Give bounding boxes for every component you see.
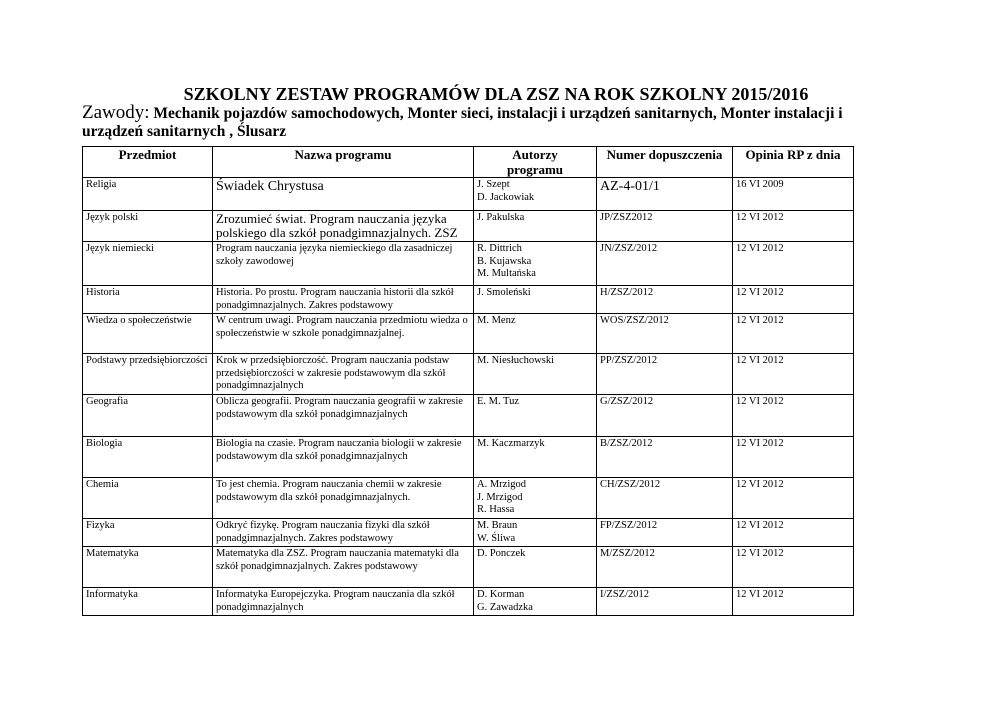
cell-opinion: 12 VI 2012 [733,519,854,547]
cell-program: Świadek Chrystusa [213,178,474,211]
table-row [83,519,854,547]
table-header-row [83,147,854,178]
cell-opinion: 12 VI 2012 [733,286,854,314]
cell-program: Informatyka Europejczyka. Program nauczania dla szkół ponadgimnazjalnych [213,588,474,616]
cell-program: Program nauczania języka niemieckiego dla zasadniczej szkoły zawodowej [213,242,474,286]
table-row [83,314,854,354]
cell-authors: M. Kaczmarzyk [474,437,597,478]
cell-authors: M. Menz [474,314,597,354]
cell-opinion: 12 VI 2012 [733,437,854,478]
cell-program: Zrozumieć świat. Program nauczania języka polskiego dla szkół ponadgimnazjalnych. ZSZ [213,211,474,242]
table-row [83,242,854,286]
cell-opinion: 12 VI 2012 [733,478,854,519]
cell-authors: J. Szept D. Jackowiak [474,178,597,211]
header-subject: Przedmiot [83,147,213,178]
cell-number: CH/ZSZ/2012 [597,478,733,519]
cell-program: W centrum uwagi. Program nauczania przedmiotu wiedza o społeczeństwie w szkole ponadgimnazjalnej. [213,314,474,354]
cell-subject: Biologia [83,437,213,478]
cell-opinion: 12 VI 2012 [733,242,854,286]
cell-subject: Historia [83,286,213,314]
cell-subject: Geografia [83,395,213,437]
header-number: Numer dopuszczenia [597,147,733,178]
table-row [83,547,854,588]
document-title: SZKOLNY ZESTAW PROGRAMÓW DLA ZSZ NA ROK SZKOLNY 2015/2016 [183,84,809,104]
cell-opinion: 12 VI 2012 [733,314,854,354]
table-row [83,478,854,519]
cell-number: WOS/ZSZ/2012 [597,314,733,354]
cell-number: PP/ZSZ/2012 [597,354,733,395]
cell-authors: D. Korman G. Zawadzka [474,588,597,616]
cell-number: AZ-4-01/1 [597,178,733,211]
cell-program: Historia. Po prostu. Program nauczania historii dla szkół ponadgimnazjalnych. Zakres podstawowy [213,286,474,314]
cell-opinion: 16 VI 2009 [733,178,854,211]
cell-number: JN/ZSZ/2012 [597,242,733,286]
header-opinion: Opinia RP z dnia [733,147,854,178]
cell-subject: Informatyka [83,588,213,616]
cell-authors: E. M. Tuz [474,395,597,437]
table-row [83,178,854,211]
cell-program: Odkryć fizykę. Program nauczania fizyki dla szkół ponadgimnazjalnych. Zakres podstawowy [213,519,474,547]
cell-opinion: 12 VI 2012 [733,395,854,437]
cell-subject: Matematyka [83,547,213,588]
cell-opinion: 12 VI 2012 [733,354,854,395]
cell-authors: M. Braun W. Śliwa [474,519,597,547]
cell-program: Krok w przedsiębiorczość. Program nauczania podstaw przedsiębiorczości w zakresie podstawowym dla szkół ponadgimnazjalnych [213,354,474,395]
cell-subject: Język niemiecki [83,242,213,286]
cell-number: G/ZSZ/2012 [597,395,733,437]
cell-authors: R. Dittrich B. Kujawska M. Multańska [474,242,597,286]
cell-subject: Wiedza o społeczeństwie [83,314,213,354]
cell-program: Oblicza geografii. Program nauczania geografii w zakresie podstawowym dla szkół ponadgimnazjalnych [213,395,474,437]
cell-number: FP/ZSZ/2012 [597,519,733,547]
header-program: Nazwa programu [213,147,474,178]
header-authors: Autorzy programu [474,147,597,178]
cell-subject: Język polski [83,211,213,242]
cell-authors: D. Ponczek [474,547,597,588]
cell-number: JP/ZSZ2012 [597,211,733,242]
table-row [83,354,854,395]
cell-program: Biologia na czasie. Program nauczania biologii w zakresie podstawowym dla szkół ponadgimnazjalnych [213,437,474,478]
table-row [83,286,854,314]
professions-list: Mechanik pojazdów samochodowych, Monter sieci, instalacji i urządzeń sanitarnych, Monter instalacji i urządzeń sanitarnych , Ślusarz [82,105,843,140]
cell-program: Matematyka dla ZSZ. Program nauczania matematyki dla szkół ponadgimnazjalnych. Zakres podstawowy [213,547,474,588]
professions-line [82,104,902,141]
cell-opinion: 12 VI 2012 [733,211,854,242]
cell-program: To jest chemia. Program nauczania chemii w zakresie podstawowym dla szkół ponadgimnazjalnych. [213,478,474,519]
cell-opinion: 12 VI 2012 [733,588,854,616]
cell-subject: Chemia [83,478,213,519]
cell-number: M/ZSZ/2012 [597,547,733,588]
cell-number: B/ZSZ/2012 [597,437,733,478]
cell-authors: J. Smoleński [474,286,597,314]
table-row [83,437,854,478]
cell-opinion: 12 VI 2012 [733,547,854,588]
cell-authors: A. Mrzigod J. Mrzigod R. Hassa [474,478,597,519]
programs-table [82,146,854,616]
cell-subject: Fizyka [83,519,213,547]
table-row [83,395,854,437]
cell-authors: J. Pakulska [474,211,597,242]
cell-authors: M. Niesłuchowski [474,354,597,395]
table-row [83,211,854,242]
cell-number: H/ZSZ/2012 [597,286,733,314]
cell-subject: Podstawy przedsiębiorczości [83,354,213,395]
table-row [83,588,854,616]
professions-label: Zawody: [82,102,150,123]
cell-number: I/ZSZ/2012 [597,588,733,616]
cell-subject: Religia [83,178,213,211]
